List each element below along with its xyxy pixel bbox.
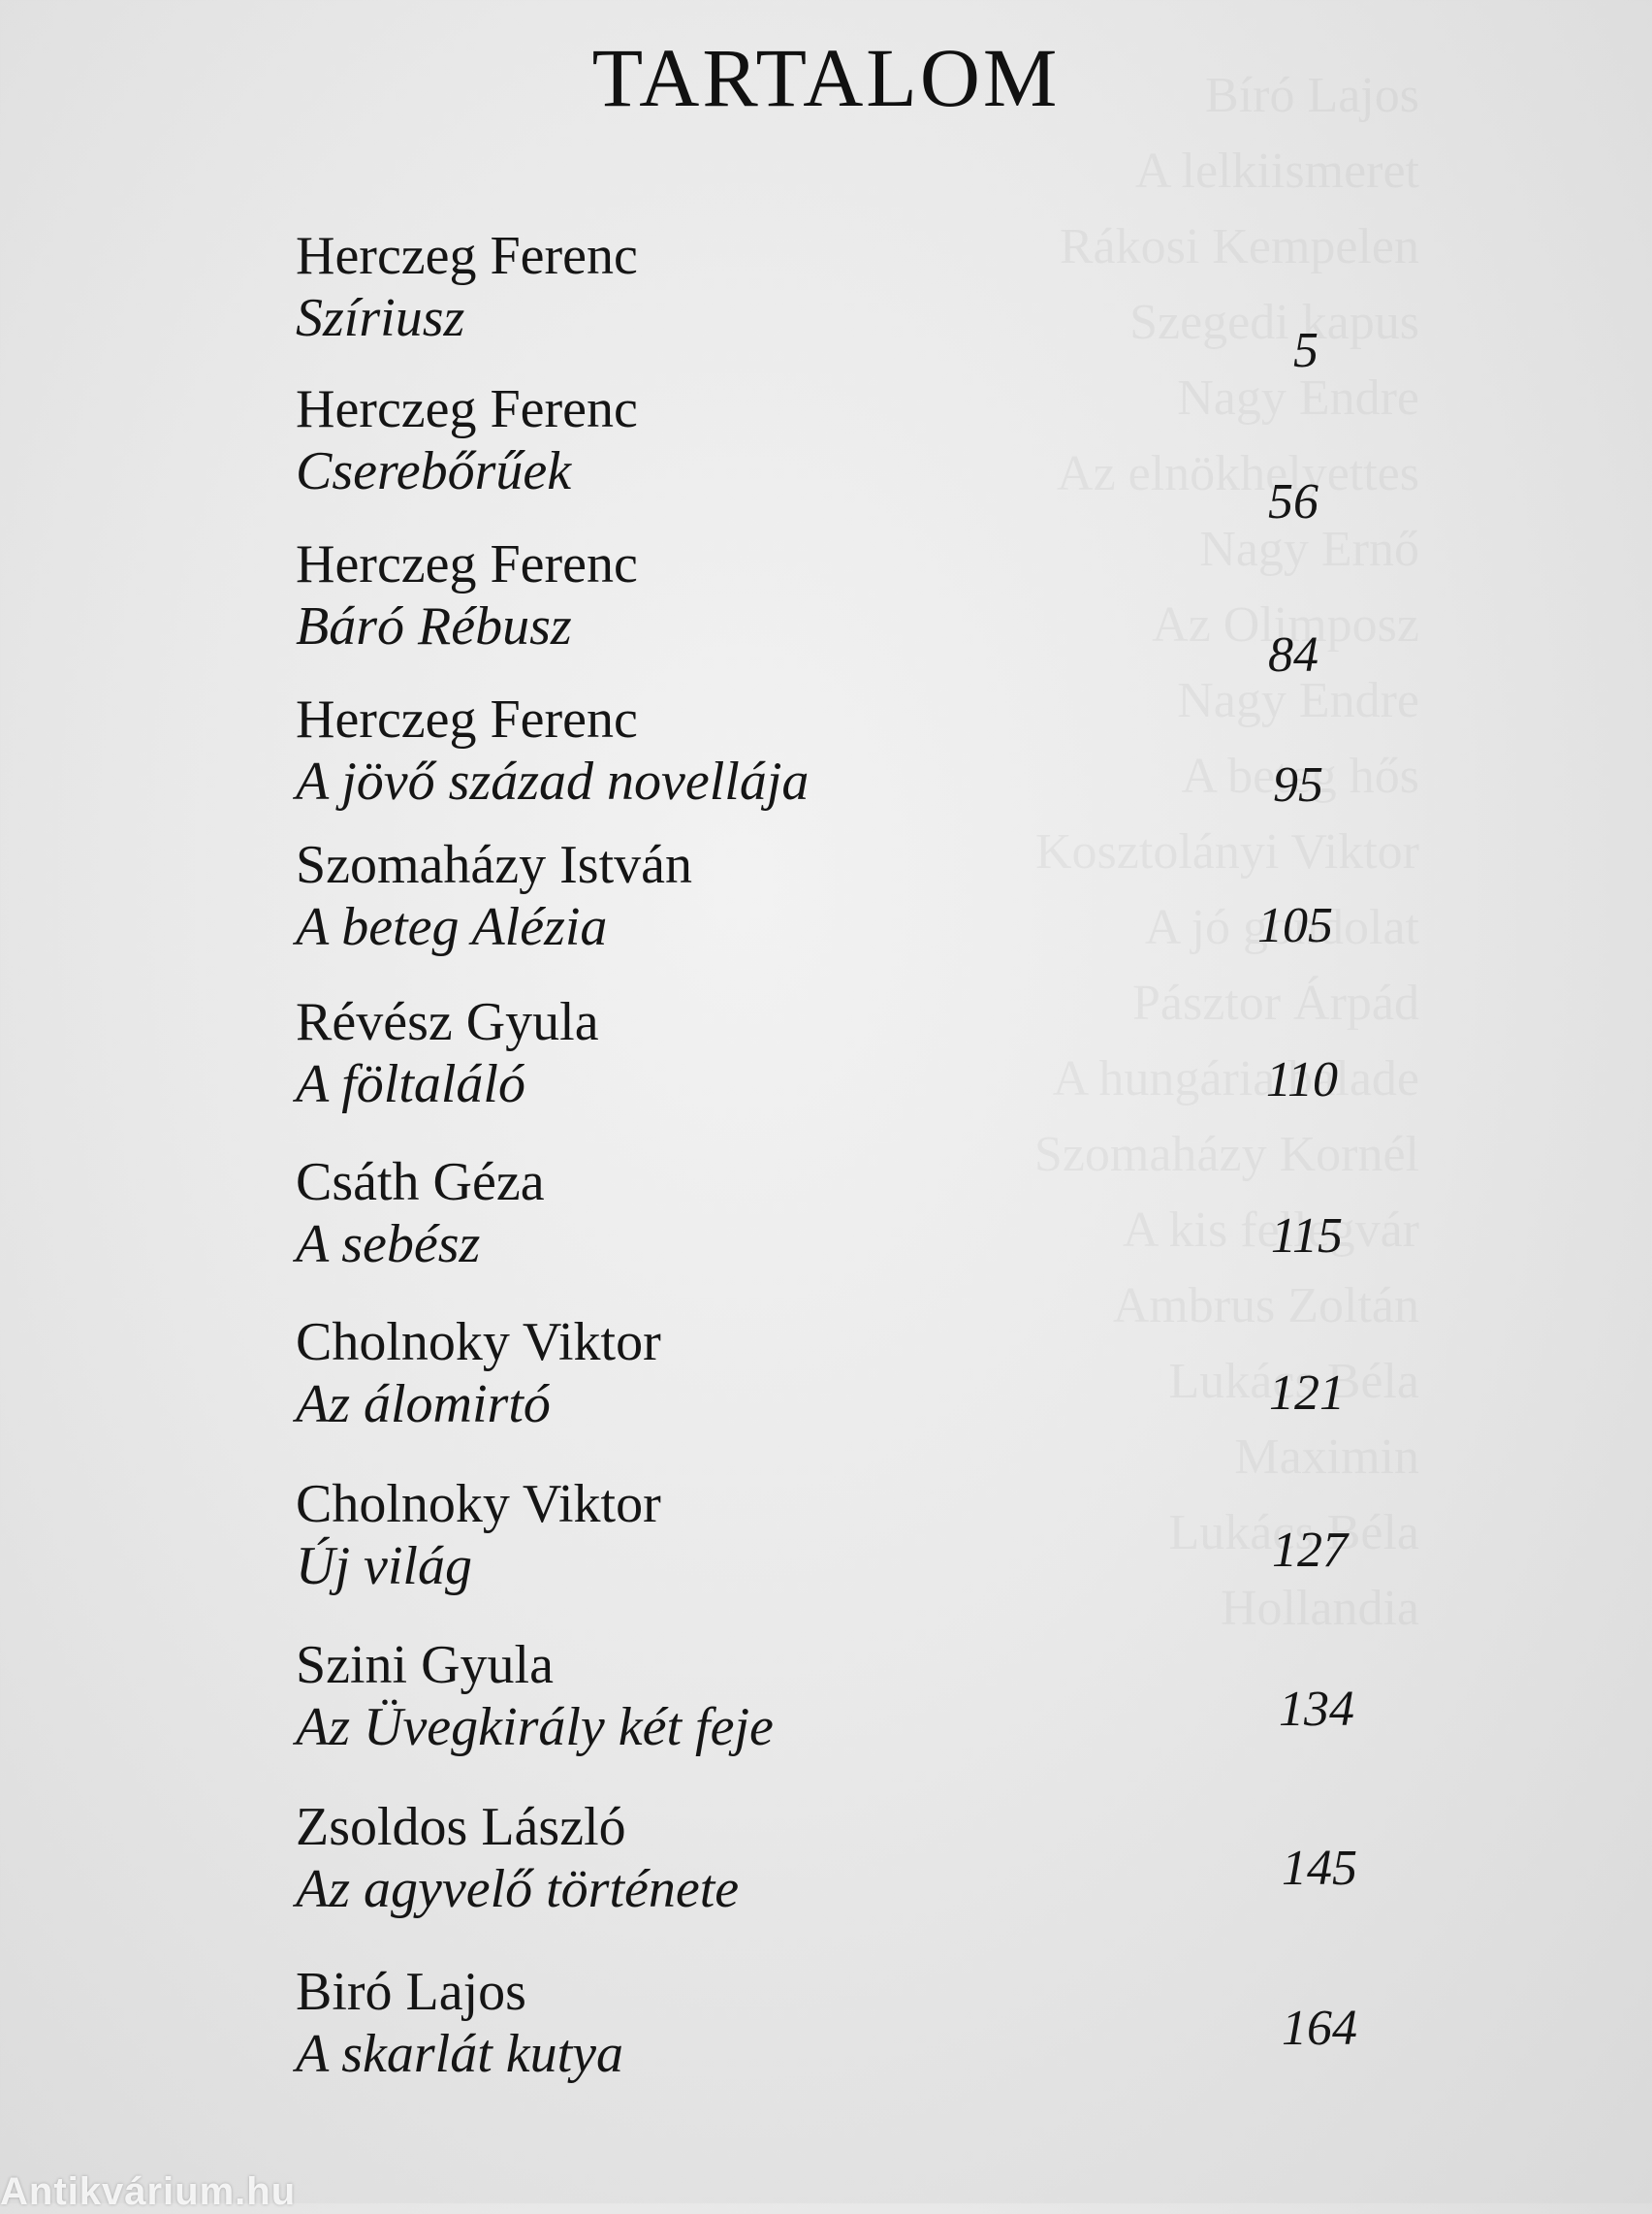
entry-title: Új világ	[296, 1536, 472, 1596]
toc-entry	[296, 689, 1362, 834]
toc-entry	[296, 1634, 1362, 1780]
entry-page-number: 115	[1270, 1208, 1343, 1264]
entry-title: Az álomirtó	[296, 1374, 551, 1434]
entry-page-number: 164	[1282, 2001, 1357, 2056]
toc-entry	[296, 378, 1362, 529]
toc-entry	[296, 225, 1362, 378]
entry-page-number: 110	[1265, 1052, 1338, 1107]
entry-page-number: 127	[1272, 1523, 1348, 1578]
watermark-text: Antikvárium.hu	[0, 2170, 297, 2213]
entry-title: Szíriusz	[296, 288, 465, 348]
entry-page-number: 105	[1257, 898, 1333, 953]
toc-entry	[296, 1151, 1362, 1297]
toc-entry	[296, 533, 1362, 683]
entry-author: Cholnoky Viktor	[296, 1312, 661, 1372]
toc-entry	[296, 834, 1362, 979]
entry-title: Báró Rébusz	[296, 596, 572, 657]
entry-page-number: 56	[1268, 474, 1318, 529]
entry-author: Csáth Géza	[296, 1152, 545, 1212]
toc-entry	[296, 1311, 1362, 1457]
entry-title: A sebész	[296, 1214, 481, 1274]
entry-author: Herczeg Ferenc	[296, 690, 638, 750]
entry-title: Az Üvegkirály két feje	[296, 1697, 774, 1757]
entry-page-number: 95	[1273, 757, 1323, 813]
entry-author: Szomaházy István	[296, 835, 692, 895]
entry-author: Szini Gyula	[296, 1635, 554, 1695]
entry-author: Herczeg Ferenc	[296, 379, 638, 439]
entry-title: Az agyvelő története	[296, 1859, 740, 1919]
entry-page-number: 121	[1269, 1365, 1345, 1421]
entry-page-number: 134	[1279, 1682, 1354, 1737]
toc-entry	[296, 1796, 1362, 1941]
entry-author: Cholnoky Viktor	[296, 1474, 661, 1534]
entry-title: A jövő század novellája	[296, 752, 810, 812]
toc-entry	[296, 991, 1362, 1137]
entry-page-number: 5	[1293, 323, 1318, 378]
entry-title: A beteg Alézia	[296, 897, 608, 957]
entry-page-number: 84	[1268, 627, 1318, 683]
page-title: TARTALOM	[591, 31, 1061, 124]
entry-title: A föltaláló	[296, 1054, 525, 1114]
entry-author: Herczeg Ferenc	[296, 226, 638, 286]
entry-author: Zsoldos László	[296, 1797, 626, 1857]
entry-title: Cserebőrűek	[296, 441, 572, 501]
entry-author: Biró Lajos	[296, 1962, 526, 2022]
entry-author: Révész Gyula	[296, 992, 599, 1052]
entry-author: Herczeg Ferenc	[296, 534, 638, 594]
toc-entry	[296, 1961, 1362, 2106]
toc-entry	[296, 1473, 1362, 1619]
entry-page-number: 145	[1282, 1841, 1357, 1896]
entry-title: A skarlát kutya	[296, 2024, 624, 2084]
